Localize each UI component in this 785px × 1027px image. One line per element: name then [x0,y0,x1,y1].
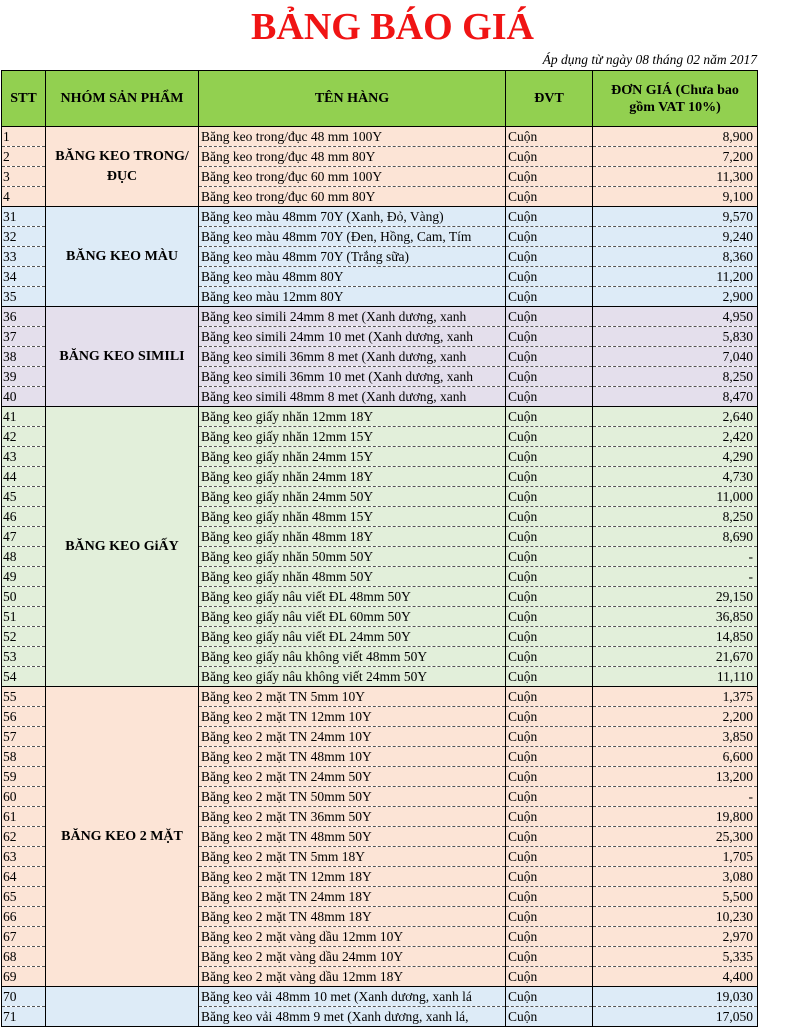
cell-price: 25,300 [593,827,758,847]
cell-price: 8,900 [593,127,758,147]
cell-price: 11,200 [593,267,758,287]
cell-unit: Cuộn [506,307,593,327]
cell-product-name: Băng keo 2 mặt TN 36mm 50Y [199,807,506,827]
cell-stt: 69 [2,967,46,987]
cell-product-name: Băng keo 2 mặt TN 5mm 18Y [199,847,506,867]
cell-product-name: Băng keo trong/đục 60 mm 80Y [199,187,506,207]
cell-unit: Cuộn [506,167,593,187]
cell-product-name: Băng keo màu 48mm 70Y (Xanh, Đỏ, Vàng) [199,207,506,227]
cell-price: 17,050 [593,1007,758,1027]
cell-stt: 47 [2,527,46,547]
cell-price: 7,200 [593,147,758,167]
cell-stt: 40 [2,387,46,407]
cell-product-name: Băng keo màu 12mm 80Y [199,287,506,307]
cell-unit: Cuộn [506,907,593,927]
cell-stt: 35 [2,287,46,307]
cell-price: 8,690 [593,527,758,547]
cell-product-name: Băng keo giấy nhăn 24mm 18Y [199,467,506,487]
cell-group: BĂNG KEO SIMILI [46,307,199,407]
cell-unit: Cuộn [506,747,593,767]
cell-stt: 32 [2,227,46,247]
cell-unit: Cuộn [506,927,593,947]
cell-unit: Cuộn [506,427,593,447]
cell-unit: Cuộn [506,587,593,607]
cell-unit: Cuộn [506,507,593,527]
cell-stt: 38 [2,347,46,367]
cell-unit: Cuộn [506,467,593,487]
cell-price: 10,230 [593,907,758,927]
cell-unit: Cuộn [506,827,593,847]
cell-product-name: Băng keo 2 mặt vàng dầu 12mm 18Y [199,967,506,987]
cell-unit: Cuộn [506,987,593,1007]
column-header-group: NHÓM SẢN PHẨM [46,71,199,127]
cell-product-name: Băng keo giấy nhăn 48mm 15Y [199,507,506,527]
cell-unit: Cuộn [506,227,593,247]
cell-price: - [593,567,758,587]
cell-unit: Cuộn [506,767,593,787]
cell-price: 2,640 [593,407,758,427]
cell-product-name: Băng keo giấy nâu không viết 24mm 50Y [199,667,506,687]
cell-stt: 50 [2,587,46,607]
cell-stt: 1 [2,127,46,147]
cell-stt: 68 [2,947,46,967]
cell-price: 7,040 [593,347,758,367]
cell-product-name: Băng keo 2 mặt vàng dầu 24mm 10Y [199,947,506,967]
cell-price: 19,030 [593,987,758,1007]
cell-price: 2,200 [593,707,758,727]
cell-stt: 71 [2,1007,46,1027]
cell-stt: 66 [2,907,46,927]
cell-stt: 41 [2,407,46,427]
cell-product-name: Băng keo màu 48mm 80Y [199,267,506,287]
cell-stt: 46 [2,507,46,527]
cell-unit: Cuộn [506,487,593,507]
cell-stt: 55 [2,687,46,707]
cell-product-name: Băng keo 2 mặt TN 48mm 18Y [199,907,506,927]
cell-product-name: Băng keo 2 mặt vàng dầu 12mm 10Y [199,927,506,947]
cell-unit: Cuộn [506,807,593,827]
cell-unit: Cuộn [506,207,593,227]
table-body [2,127,758,1027]
cell-group: BĂNG KEO 2 MẶT [46,687,199,987]
cell-price: 3,080 [593,867,758,887]
cell-unit: Cuộn [506,527,593,547]
cell-unit: Cuộn [506,887,593,907]
cell-product-name: Băng keo simili 36mm 10 met (Xanh dương, xanh [199,367,506,387]
cell-price: 3,850 [593,727,758,747]
cell-product-name: Băng keo giấy nâu viết ĐL 60mm 50Y [199,607,506,627]
cell-stt: 2 [2,147,46,167]
cell-price: 11,000 [593,487,758,507]
table-row [2,307,758,327]
cell-unit: Cuộn [506,387,593,407]
cell-stt: 70 [2,987,46,1007]
cell-price: 6,600 [593,747,758,767]
cell-unit: Cuộn [506,787,593,807]
cell-product-name: Băng keo 2 mặt TN 12mm 10Y [199,707,506,727]
column-header-unit: ĐVT [506,71,593,127]
cell-unit: Cuộn [506,447,593,467]
cell-stt: 43 [2,447,46,467]
cell-stt: 4 [2,187,46,207]
cell-stt: 53 [2,647,46,667]
cell-price: 8,360 [593,247,758,267]
cell-price: 9,570 [593,207,758,227]
table-header-row [2,71,758,127]
effective-date: Áp dụng từ ngày 08 tháng 02 năm 2017 [542,52,757,67]
cell-stt: 67 [2,927,46,947]
cell-product-name: Băng keo trong/đục 48 mm 100Y [199,127,506,147]
cell-product-name: Băng keo giấy nhăn 48mm 50Y [199,567,506,587]
cell-product-name: Băng keo giấy nâu không viết 48mm 50Y [199,647,506,667]
cell-stt: 64 [2,867,46,887]
table-row [2,687,758,707]
cell-product-name: Băng keo giấy nhăn 12mm 18Y [199,407,506,427]
table-row [2,127,758,147]
cell-price: 8,250 [593,507,758,527]
cell-product-name: Băng keo simili 36mm 8 met (Xanh dương, xanh [199,347,506,367]
cell-product-name: Băng keo 2 mặt TN 48mm 10Y [199,747,506,767]
cell-unit: Cuộn [506,127,593,147]
cell-product-name: Băng keo 2 mặt TN 48mm 50Y [199,827,506,847]
cell-product-name: Băng keo giấy nhăn 50mm 50Y [199,547,506,567]
cell-price: 5,830 [593,327,758,347]
cell-stt: 56 [2,707,46,727]
cell-stt: 45 [2,487,46,507]
cell-price: 4,730 [593,467,758,487]
cell-product-name: Băng keo vải 48mm 10 met (Xanh dương, xanh lá [199,987,506,1007]
cell-product-name: Băng keo 2 mặt TN 5mm 10Y [199,687,506,707]
cell-stt: 61 [2,807,46,827]
cell-unit: Cuộn [506,667,593,687]
cell-unit: Cuộn [506,187,593,207]
table-row [2,407,758,427]
cell-unit: Cuộn [506,647,593,667]
cell-price: 1,705 [593,847,758,867]
cell-product-name: Băng keo màu 48mm 70Y (Đen, Hồng, Cam, Tím [199,227,506,247]
cell-group: BĂNG KEO TRONG/ ĐỤC [46,127,199,207]
cell-stt: 57 [2,727,46,747]
price-table [1,70,758,1027]
cell-stt: 34 [2,267,46,287]
cell-unit: Cuộn [506,547,593,567]
cell-unit: Cuộn [506,727,593,747]
cell-price: 9,100 [593,187,758,207]
cell-unit: Cuộn [506,247,593,267]
cell-price: - [593,547,758,567]
cell-price: 8,470 [593,387,758,407]
cell-price: 2,420 [593,427,758,447]
cell-product-name: Băng keo giấy nhăn 24mm 15Y [199,447,506,467]
cell-product-name: Băng keo 2 mặt TN 50mm 50Y [199,787,506,807]
cell-unit: Cuộn [506,287,593,307]
table-row [2,207,758,227]
cell-price: 1,375 [593,687,758,707]
cell-unit: Cuộn [506,567,593,587]
cell-unit: Cuộn [506,607,593,627]
table-row [2,987,758,1007]
cell-stt: 63 [2,847,46,867]
cell-price: 2,900 [593,287,758,307]
cell-unit: Cuộn [506,687,593,707]
cell-stt: 54 [2,667,46,687]
cell-stt: 36 [2,307,46,327]
cell-unit: Cuộn [506,847,593,867]
cell-group: BĂNG KEO MÀU [46,207,199,307]
page-title: BẢNG BÁO GIÁ [251,6,534,48]
cell-unit: Cuộn [506,627,593,647]
cell-stt: 58 [2,747,46,767]
cell-group: BĂNG KEO GiẤY [46,407,199,687]
cell-price: - [593,787,758,807]
cell-price: 21,670 [593,647,758,667]
cell-product-name: Băng keo giấy nâu viết ĐL 48mm 50Y [199,587,506,607]
cell-product-name: Băng keo giấy nâu viết ĐL 24mm 50Y [199,627,506,647]
cell-unit: Cuộn [506,327,593,347]
cell-stt: 33 [2,247,46,267]
cell-product-name: Băng keo màu 48mm 70Y (Trắng sữa) [199,247,506,267]
cell-unit: Cuộn [506,967,593,987]
cell-product-name: Băng keo giấy nhăn 24mm 50Y [199,487,506,507]
cell-price: 8,250 [593,367,758,387]
cell-unit: Cuộn [506,267,593,287]
cell-price: 5,500 [593,887,758,907]
cell-price: 13,200 [593,767,758,787]
cell-stt: 37 [2,327,46,347]
column-header-stt: STT [2,71,46,127]
cell-product-name: Băng keo simili 48mm 8 met (Xanh dương, xanh [199,387,506,407]
cell-unit: Cuộn [506,147,593,167]
cell-price: 11,110 [593,667,758,687]
cell-price: 29,150 [593,587,758,607]
cell-price: 4,290 [593,447,758,467]
cell-stt: 39 [2,367,46,387]
cell-product-name: Băng keo trong/đục 60 mm 100Y [199,167,506,187]
column-header-price: ĐƠN GIÁ (Chưa bao gồm VAT 10%) [593,71,758,127]
cell-product-name: Băng keo 2 mặt TN 24mm 10Y [199,727,506,747]
cell-stt: 60 [2,787,46,807]
cell-unit: Cuộn [506,707,593,727]
cell-product-name: Băng keo 2 mặt TN 24mm 50Y [199,767,506,787]
cell-product-name: Băng keo 2 mặt TN 12mm 18Y [199,867,506,887]
column-header-name: TÊN HÀNG [199,71,506,127]
cell-stt: 48 [2,547,46,567]
cell-stt: 59 [2,767,46,787]
cell-price: 14,850 [593,627,758,647]
cell-product-name: Băng keo vải 48mm 9 met (Xanh dương, xanh lá, [199,1007,506,1027]
cell-product-name: Băng keo giấy nhăn 48mm 18Y [199,527,506,547]
cell-price: 11,300 [593,167,758,187]
cell-stt: 49 [2,567,46,587]
cell-product-name: Băng keo giấy nhăn 12mm 15Y [199,427,506,447]
cell-stt: 62 [2,827,46,847]
cell-stt: 65 [2,887,46,907]
cell-price: 36,850 [593,607,758,627]
cell-unit: Cuộn [506,347,593,367]
cell-product-name: Băng keo 2 mặt TN 24mm 18Y [199,887,506,907]
cell-stt: 3 [2,167,46,187]
cell-product-name: Băng keo simili 24mm 10 met (Xanh dương, xanh [199,327,506,347]
cell-product-name: Băng keo trong/đục 48 mm 80Y [199,147,506,167]
cell-unit: Cuộn [506,1007,593,1027]
cell-stt: 52 [2,627,46,647]
cell-stt: 44 [2,467,46,487]
cell-price: 9,240 [593,227,758,247]
cell-price: 2,970 [593,927,758,947]
cell-unit: Cuộn [506,407,593,427]
cell-stt: 31 [2,207,46,227]
cell-price: 4,950 [593,307,758,327]
cell-stt: 42 [2,427,46,447]
cell-group [46,987,199,1027]
cell-unit: Cuộn [506,367,593,387]
cell-unit: Cuộn [506,867,593,887]
cell-stt: 51 [2,607,46,627]
cell-price: 4,400 [593,967,758,987]
cell-product-name: Băng keo simili 24mm 8 met (Xanh dương, xanh [199,307,506,327]
cell-price: 5,335 [593,947,758,967]
cell-unit: Cuộn [506,947,593,967]
cell-price: 19,800 [593,807,758,827]
